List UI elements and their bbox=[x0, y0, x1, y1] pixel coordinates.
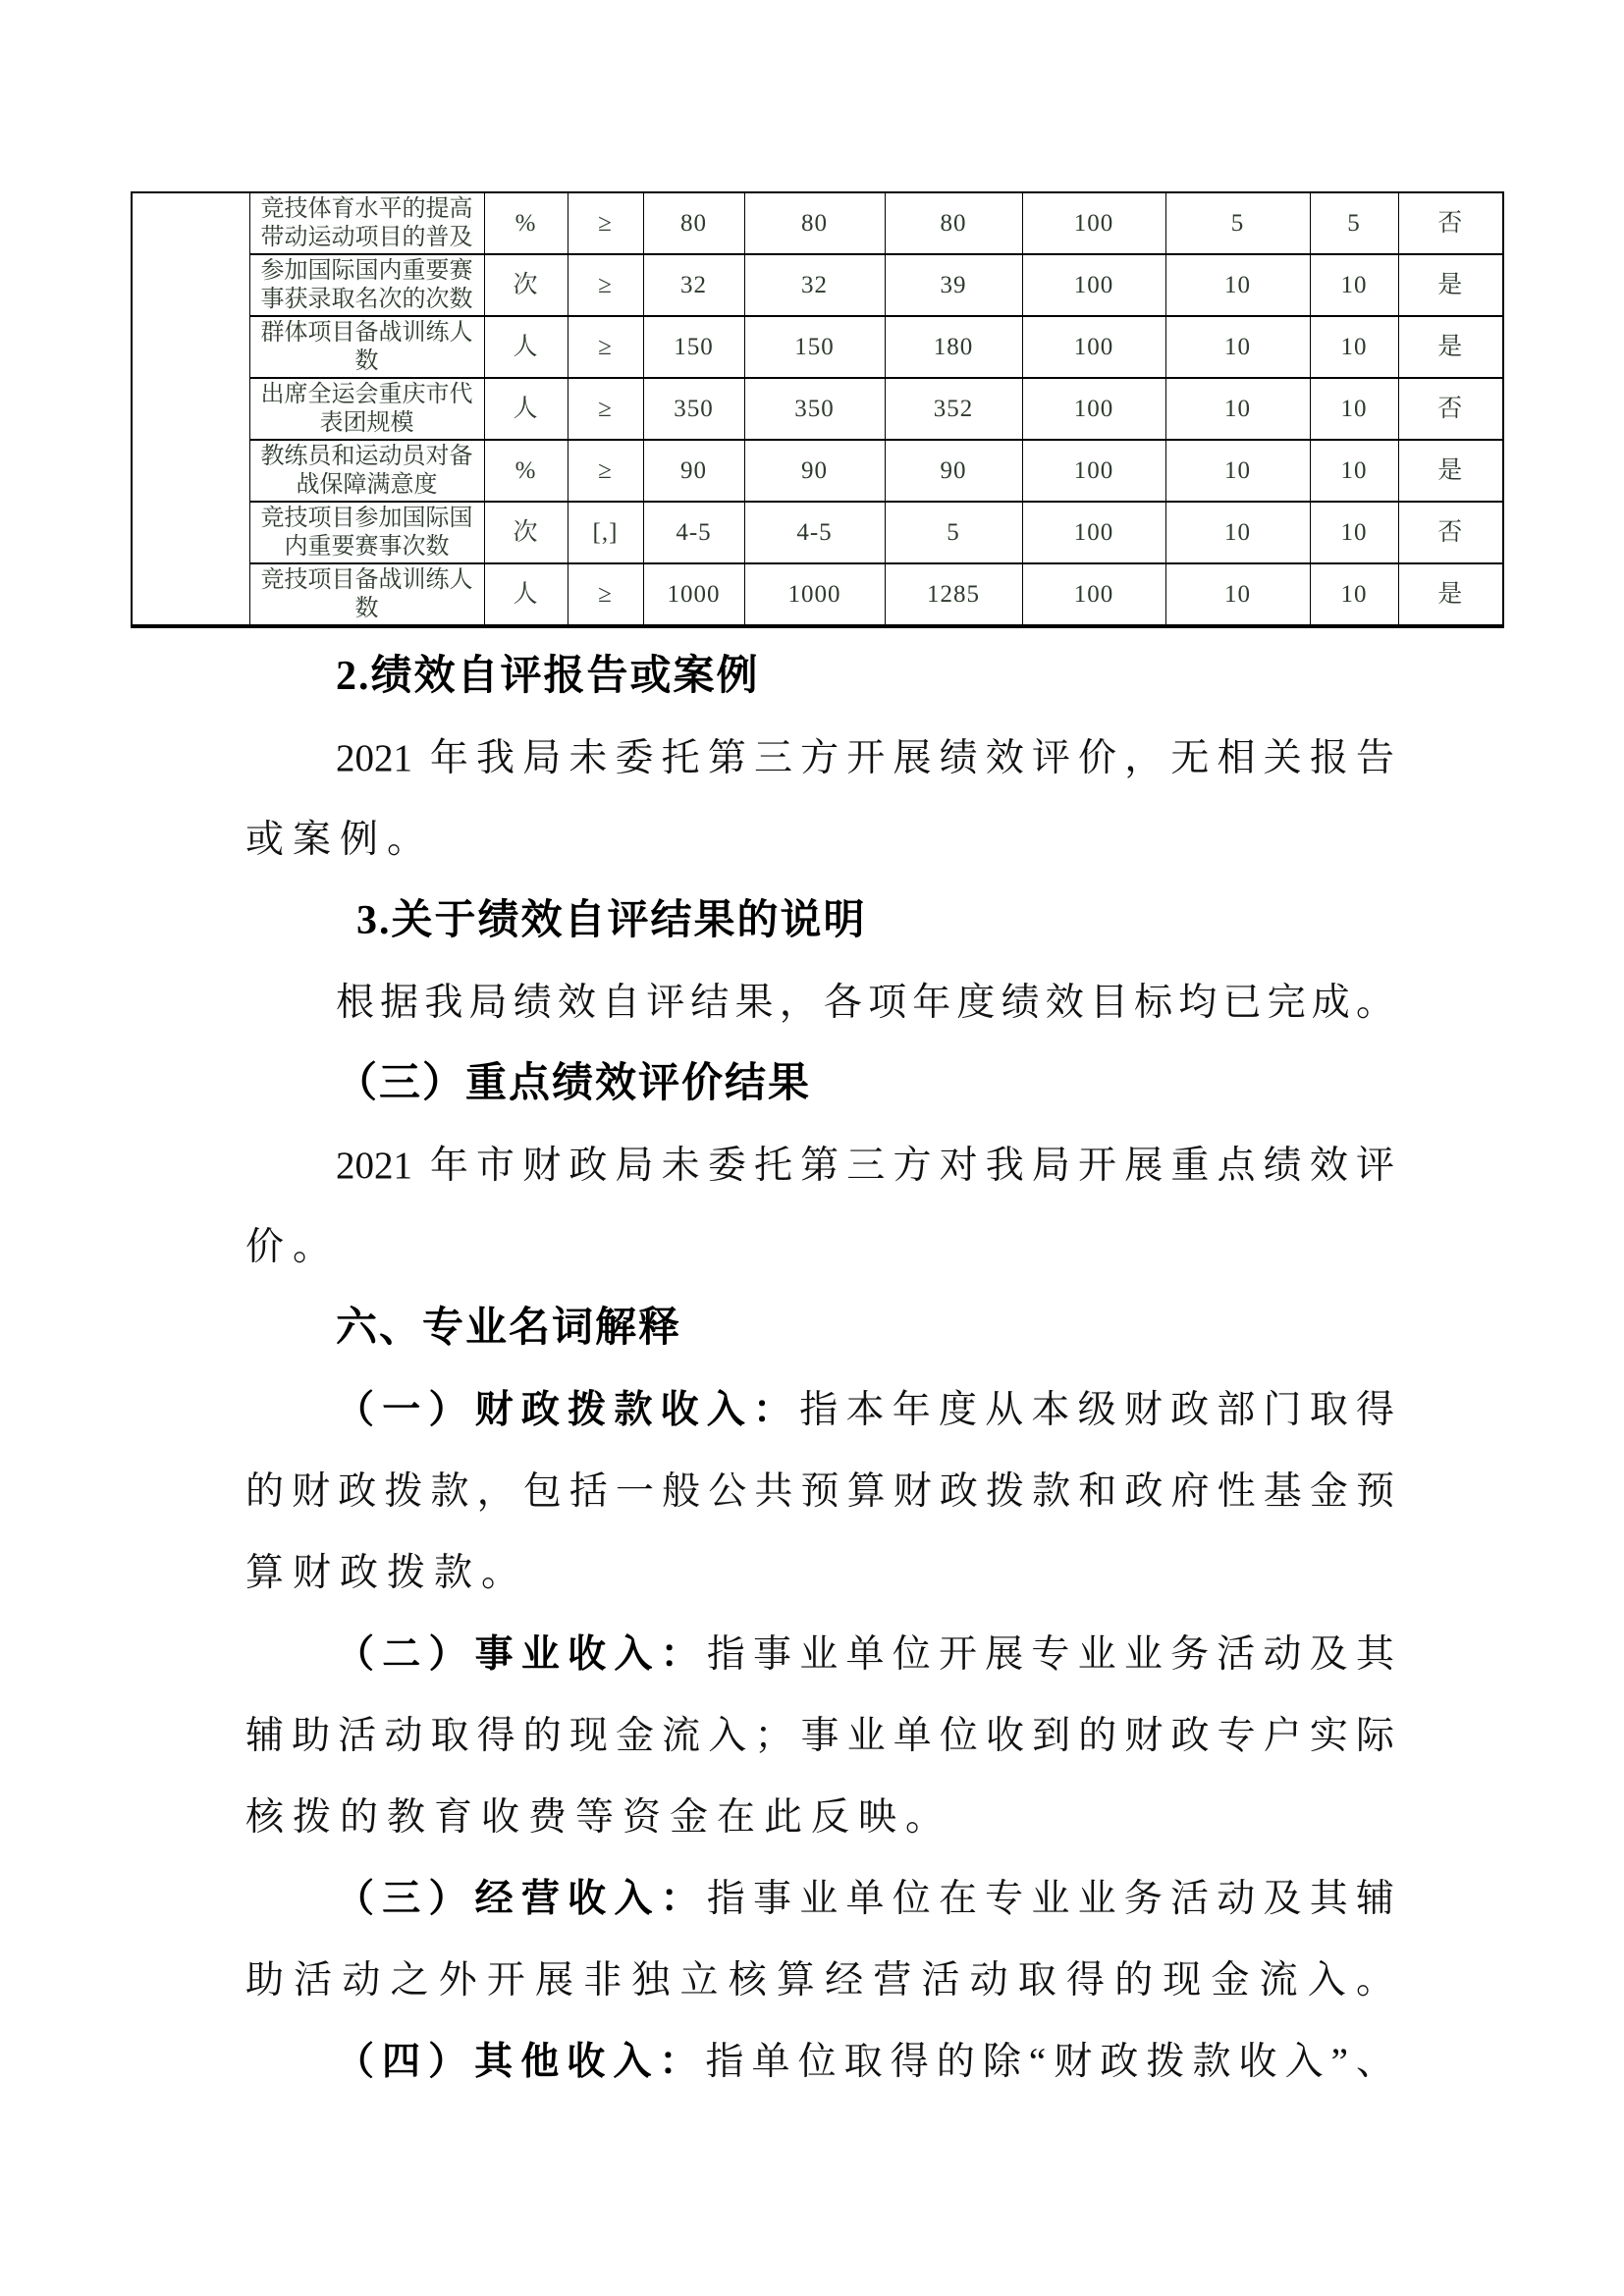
deviation-cell: 是 bbox=[1398, 254, 1503, 316]
completion-rate-cell: 100 bbox=[1022, 378, 1165, 440]
text-segment: 助活动之外开展非独立核算经营活动取得的现金流入。 bbox=[245, 1959, 1394, 2002]
actual-value-cell: 5 bbox=[885, 502, 1022, 563]
text-line bbox=[245, 1940, 1394, 2021]
body-text bbox=[245, 636, 1394, 2103]
section-heading bbox=[245, 1043, 1394, 1125]
table-row bbox=[132, 254, 1503, 316]
weight-cell: 10 bbox=[1165, 440, 1310, 502]
unit-cell: % bbox=[484, 192, 568, 254]
bold-term: （一）财政拨款收入： bbox=[336, 1389, 800, 1431]
text-line bbox=[245, 1695, 1394, 1777]
text-line bbox=[245, 1369, 1394, 1451]
text-line bbox=[245, 1532, 1394, 1614]
weight-cell: 10 bbox=[1165, 316, 1310, 378]
bold-term: 2.绩效自评报告或案例 bbox=[336, 654, 760, 699]
weight-cell: 5 bbox=[1165, 192, 1310, 254]
completion-rate-cell: 100 bbox=[1022, 440, 1165, 502]
actual-value-cell: 180 bbox=[885, 316, 1022, 378]
score-cell: 10 bbox=[1310, 563, 1398, 626]
text-segment: 指事业单位在专业业务活动及其辅 bbox=[706, 1878, 1394, 1920]
unit-cell: 人 bbox=[484, 316, 568, 378]
bold-term: （二）事业收入： bbox=[336, 1633, 707, 1676]
section-heading bbox=[245, 636, 1394, 718]
section-heading bbox=[245, 881, 1394, 962]
unit-cell: 次 bbox=[484, 254, 568, 316]
score-cell: 10 bbox=[1310, 440, 1398, 502]
actual-value-cell: 352 bbox=[885, 378, 1022, 440]
expected-value-cell: 4-5 bbox=[744, 502, 885, 563]
indicator-name-cell: 参加国际国内重要赛事获录取名次的次数 bbox=[249, 254, 484, 316]
operator-cell: [,] bbox=[568, 502, 643, 563]
expected-value-cell: 32 bbox=[744, 254, 885, 316]
unit-cell: 次 bbox=[484, 502, 568, 563]
unit-cell: 人 bbox=[484, 378, 568, 440]
weight-cell: 10 bbox=[1165, 378, 1310, 440]
indicator-name-cell: 竞技项目备战训练人数 bbox=[249, 563, 484, 626]
completion-rate-cell: 100 bbox=[1022, 502, 1165, 563]
unit-cell: % bbox=[484, 440, 568, 502]
actual-value-cell: 90 bbox=[885, 440, 1022, 502]
bold-term: （三）重点绩效评价结果 bbox=[336, 1061, 812, 1106]
text-segment: 或案例。 bbox=[245, 819, 435, 861]
operator-cell: ≥ bbox=[568, 192, 643, 254]
deviation-cell: 否 bbox=[1398, 502, 1503, 563]
text-segment: 的财政拨款，包括一般公共预算财政拨款和政府性基金预 bbox=[245, 1470, 1394, 1513]
text-line bbox=[245, 2021, 1394, 2103]
text-segment: 根据我局绩效自评结果，各项年度绩效目标均已完成。 bbox=[336, 982, 1394, 1024]
expected-value-cell: 150 bbox=[744, 316, 885, 378]
score-cell: 10 bbox=[1310, 502, 1398, 563]
annual-target-cell: 150 bbox=[643, 316, 744, 378]
score-cell: 10 bbox=[1310, 254, 1398, 316]
text-line bbox=[245, 1451, 1394, 1532]
table-row bbox=[132, 378, 1503, 440]
text-segment: 2021 年市财政局未委托第三方对我局开展重点绩效评 bbox=[336, 1145, 1394, 1187]
performance-table-body bbox=[132, 192, 1503, 626]
section-heading bbox=[245, 1288, 1394, 1369]
text-segment: 辅助活动取得的现金流入；事业单位收到的财政专户实际 bbox=[245, 1715, 1394, 1757]
weight-cell: 10 bbox=[1165, 502, 1310, 563]
weight-cell: 10 bbox=[1165, 563, 1310, 626]
actual-value-cell: 80 bbox=[885, 192, 1022, 254]
score-cell: 10 bbox=[1310, 378, 1398, 440]
completion-rate-cell: 100 bbox=[1022, 254, 1165, 316]
table-row bbox=[132, 563, 1503, 626]
annual-target-cell: 1000 bbox=[643, 563, 744, 626]
bold-term: （三）经营收入： bbox=[336, 1878, 707, 1920]
text-segment: 价。 bbox=[245, 1226, 341, 1268]
text-segment: 2021 年我局未委托第三方开展绩效评价，无相关报告 bbox=[336, 737, 1394, 779]
text-line bbox=[245, 1777, 1394, 1858]
actual-value-cell: 1285 bbox=[885, 563, 1022, 626]
bold-term: （四）其他收入： bbox=[336, 2041, 706, 2083]
text-segment: 核拨的教育收费等资金在此反映。 bbox=[245, 1796, 953, 1839]
deviation-cell: 否 bbox=[1398, 378, 1503, 440]
text-line bbox=[245, 1614, 1394, 1695]
text-line bbox=[245, 1125, 1394, 1206]
annual-target-cell: 4-5 bbox=[643, 502, 744, 563]
deviation-cell: 是 bbox=[1398, 316, 1503, 378]
indicator-name-cell: 群体项目备战训练人数 bbox=[249, 316, 484, 378]
bold-term: 六、专业名词解释 bbox=[336, 1306, 682, 1351]
category-cell bbox=[132, 192, 249, 626]
text-line bbox=[245, 799, 1394, 881]
text-segment: 指单位取得的除“财政拨款收入”、 bbox=[705, 2041, 1394, 2083]
performance-table bbox=[131, 191, 1504, 628]
indicator-name-cell: 竞技项目参加国际国内重要赛事次数 bbox=[249, 502, 484, 563]
score-cell: 5 bbox=[1310, 192, 1398, 254]
text-line bbox=[245, 1858, 1394, 1940]
unit-cell: 人 bbox=[484, 563, 568, 626]
completion-rate-cell: 100 bbox=[1022, 192, 1165, 254]
table-row bbox=[132, 316, 1503, 378]
indicator-name-cell: 教练员和运动员对备战保障满意度 bbox=[249, 440, 484, 502]
text-segment: 算财政拨款。 bbox=[245, 1552, 529, 1594]
operator-cell: ≥ bbox=[568, 440, 643, 502]
annual-target-cell: 32 bbox=[643, 254, 744, 316]
annual-target-cell: 350 bbox=[643, 378, 744, 440]
deviation-cell: 否 bbox=[1398, 192, 1503, 254]
table-row bbox=[132, 192, 1503, 254]
indicator-name-cell: 竞技体育水平的提高带动运动项目的普及 bbox=[249, 192, 484, 254]
deviation-cell: 是 bbox=[1398, 563, 1503, 626]
expected-value-cell: 1000 bbox=[744, 563, 885, 626]
text-line bbox=[245, 962, 1394, 1043]
bold-term: 3.关于绩效自评结果的说明 bbox=[356, 898, 867, 943]
table-row bbox=[132, 502, 1503, 563]
operator-cell: ≥ bbox=[568, 254, 643, 316]
indicator-name-cell: 出席全运会重庆市代表团规模 bbox=[249, 378, 484, 440]
table-row bbox=[132, 440, 1503, 502]
annual-target-cell: 90 bbox=[643, 440, 744, 502]
expected-value-cell: 90 bbox=[744, 440, 885, 502]
completion-rate-cell: 100 bbox=[1022, 316, 1165, 378]
expected-value-cell: 80 bbox=[744, 192, 885, 254]
operator-cell: ≥ bbox=[568, 316, 643, 378]
text-line bbox=[245, 718, 1394, 799]
operator-cell: ≥ bbox=[568, 378, 643, 440]
text-segment: 指本年度从本级财政部门取得 bbox=[799, 1389, 1394, 1431]
completion-rate-cell: 100 bbox=[1022, 563, 1165, 626]
deviation-cell: 是 bbox=[1398, 440, 1503, 502]
actual-value-cell: 39 bbox=[885, 254, 1022, 316]
operator-cell: ≥ bbox=[568, 563, 643, 626]
weight-cell: 10 bbox=[1165, 254, 1310, 316]
annual-target-cell: 80 bbox=[643, 192, 744, 254]
score-cell: 10 bbox=[1310, 316, 1398, 378]
text-line bbox=[245, 1206, 1394, 1288]
expected-value-cell: 350 bbox=[744, 378, 885, 440]
text-segment: 指事业单位开展专业业务活动及其 bbox=[706, 1633, 1394, 1676]
